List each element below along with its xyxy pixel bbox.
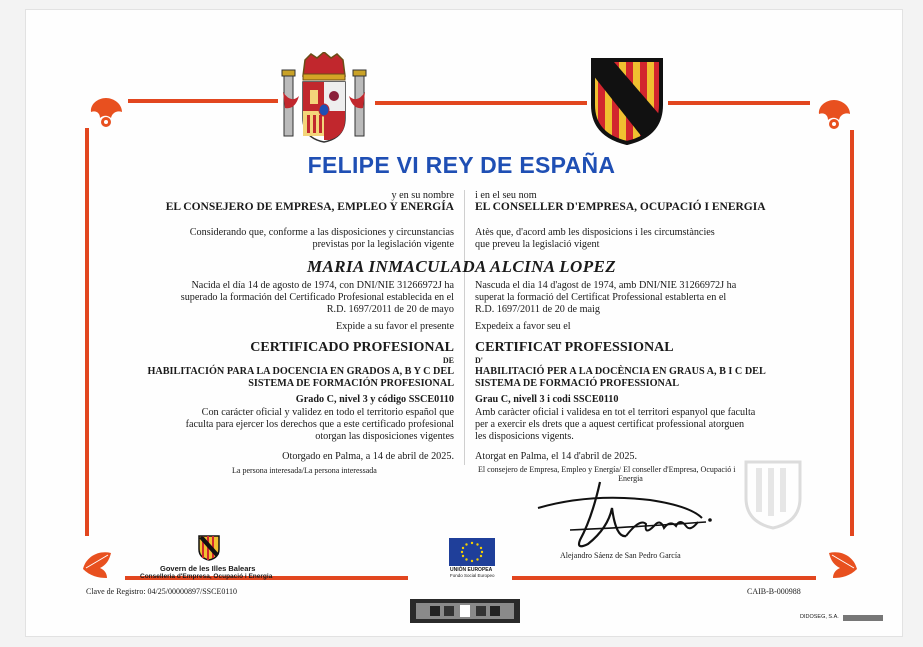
frame-left xyxy=(85,128,89,536)
leaf-ornament-icon xyxy=(824,547,860,581)
leaf-ornament-icon xyxy=(814,97,854,133)
holder-name: MARIA INMACULADA ALCINA LOPEZ xyxy=(306,257,617,276)
issues-es: Expide a su favor el presente xyxy=(336,321,454,332)
signer-name: Alejandro Sáenz de San Pedro García xyxy=(560,551,681,560)
authority-es: EL CONSEJERO DE EMPRESA, EMPLEO Y ENERGÍA xyxy=(165,201,454,213)
frame-top-right xyxy=(668,101,810,105)
birth-ca-3: R.D. 1697/2011 de 20 de maig xyxy=(475,304,600,315)
considering-es-1: Considerando que, conforme a las disposiciones y circunstancias xyxy=(189,227,454,238)
frame-bottom-right xyxy=(512,576,816,580)
considering-es-2: previstas por la legislación vigente xyxy=(312,239,454,250)
cert-de-es: DE xyxy=(442,356,454,365)
printer-barcode xyxy=(843,615,883,621)
considering-ca-2: que preveu la legislació vigent xyxy=(475,239,600,250)
eu-flag-icon xyxy=(449,538,495,566)
granted-es: Otorgado en Palma, a 14 de abril de 2025. xyxy=(282,451,454,462)
frame-top-center xyxy=(375,101,587,105)
granted-ca: Atorgat en Palma, el 14 d'abril de 2025. xyxy=(475,451,638,462)
considering-ca-1: Atès que, d'acord amb les disposicions i les circumstàncies xyxy=(475,227,715,238)
interested-party-label: La persona interesada/La persona interessada xyxy=(232,466,377,475)
birth-es-1: Nacida el día 14 de agosto de 1974, con DNI/NIE 31266972J ha xyxy=(191,280,454,291)
leaf-ornament-icon xyxy=(80,547,116,581)
validity-ca-3: les disposicions vigents. xyxy=(475,431,574,442)
govern-name: Govern de les Illes Balears xyxy=(160,564,256,573)
counselor-title-2: Energia xyxy=(618,474,643,483)
security-strip-icon xyxy=(410,599,520,623)
fse-label: Fondo Social Europeo xyxy=(450,573,495,578)
validity-es-2: faculta para ejercer los derechos que a este certificado profesional xyxy=(185,419,454,430)
birth-es-2: superado la formación del Certificado Profesional establecida en el xyxy=(180,292,454,303)
balearic-coat-of-arms-icon xyxy=(590,57,664,145)
cert-name-ca-2: SISTEMA DE FORMACIÓ PROFESSIONAL xyxy=(475,378,680,389)
cert-title-es: CERTIFICADO PROFESIONAL xyxy=(250,340,454,355)
intro-es: y en su nombre xyxy=(391,190,454,201)
issues-ca: Expedeix a favor seu el xyxy=(475,321,571,332)
counselor-title-1: El consejero de Empresa, Empleo y Energía/ El conseller d'Empresa, Ocupació i xyxy=(478,465,736,474)
grade-ca: Grau C, nivell 3 i codi SSCE0110 xyxy=(475,394,619,405)
birth-ca-1: Nascuda el dia 14 d'agost de 1974, amb DNI/NIE 31266972J ha xyxy=(475,280,737,291)
frame-top-left xyxy=(128,99,278,103)
printer-label: DIDOSEG, S.A. xyxy=(800,614,839,620)
eu-label: UNIÓN EUROPEA xyxy=(450,567,493,573)
birth-es-3: R.D. 1697/2011 de 20 de mayo xyxy=(326,304,454,315)
leaf-ornament-icon xyxy=(86,95,126,131)
grade-es: Grado C, nivel 3 y código SSCE0110 xyxy=(295,394,454,405)
cert-title-ca: CERTIFICAT PROFESSIONAL xyxy=(475,340,674,355)
govern-logo-icon xyxy=(198,535,220,561)
validity-ca-1: Amb caràcter oficial i validesa en tot el territori espanyol que faculta xyxy=(475,407,756,418)
embossed-seal-icon xyxy=(740,458,806,532)
validity-es-3: otorgan las disposiciones vigentes xyxy=(315,431,454,442)
birth-ca-2: superat la formació del Certificat Professional establerta en el xyxy=(475,292,727,303)
conselleria-name: Conselleria d'Empresa, Ocupació i Energia xyxy=(140,573,273,580)
frame-right xyxy=(850,130,854,536)
cert-name-es-1: HABILITACIÓN PARA LA DOCENCIA EN GRADOS A, B Y C DEL xyxy=(147,366,454,377)
authority-ca: EL CONSELLER D'EMPRESA, OCUPACIÓ I ENERGIA xyxy=(475,201,766,213)
cert-de-ca: D' xyxy=(475,356,483,365)
column-divider xyxy=(464,190,465,465)
page-title: FELIPE VI REY DE ESPAÑA xyxy=(307,152,616,178)
cert-name-es-2: SISTEMA DE FORMACIÓN PROFESIONAL xyxy=(248,378,454,389)
intro-ca: i en el seu nom xyxy=(475,190,537,201)
spain-coat-of-arms-icon xyxy=(281,52,367,148)
registry-code: Clave de Registro: 04/25/00000897/SSCE0110 xyxy=(86,587,238,596)
serial-number: CAIB-B-000988 xyxy=(747,587,801,596)
validity-ca-2: per a exercir els drets que a aquest certificat professional atorguen xyxy=(475,419,745,430)
cert-name-ca-1: HABILITACIÓ PER A LA DOCÈNCIA EN GRAUS A, B I C DEL xyxy=(475,366,766,377)
validity-es-1: Con carácter oficial y validez en todo el territorio español que xyxy=(201,407,454,418)
